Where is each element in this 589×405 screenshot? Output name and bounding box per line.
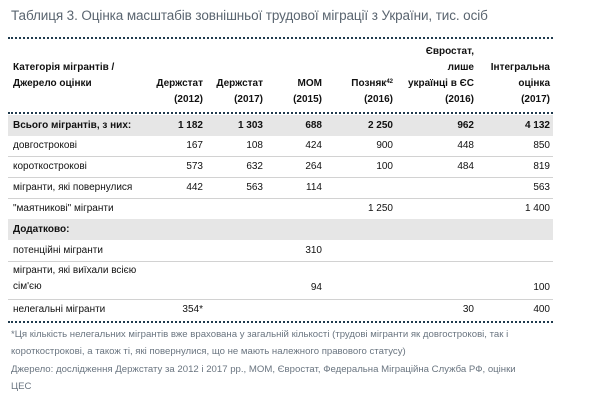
header-text: (2017) <box>234 94 263 105</box>
table-cell: 100 <box>376 160 393 172</box>
row-label <box>13 263 136 295</box>
header-text: (2016) <box>364 94 393 105</box>
row-label: Всього мігрантів, з них: <box>13 119 132 131</box>
header-col-line <box>472 60 550 76</box>
table-title: Таблиця 3. Оцінка масштабів зовнішньої трудової міграції з України, тис. осіб <box>11 8 488 23</box>
table-cell: 424 <box>305 140 322 151</box>
table-cell: 1 250 <box>367 202 393 214</box>
header-col-line <box>133 92 203 108</box>
table-cell: 94 <box>310 282 322 293</box>
table-cell: 1 400 <box>524 202 550 214</box>
table-cell: 573 <box>186 160 203 172</box>
header-col-line <box>392 44 474 60</box>
table-cell: 30 <box>462 304 474 315</box>
header-superscript: 42 <box>386 79 393 85</box>
header-col-line <box>392 92 474 108</box>
header-text: Позняк <box>351 78 387 89</box>
row-separator <box>8 156 553 157</box>
table-cell: 688 <box>305 119 322 131</box>
row-label-line: мігранти, які виїхали всією <box>13 265 137 276</box>
table-cell: 167 <box>186 140 203 151</box>
table-cell: 114 <box>306 181 322 193</box>
table-cell: 354* <box>182 304 203 315</box>
table-cell: 962 <box>457 119 474 131</box>
table-cell: 264 <box>305 160 322 172</box>
header-col-4 <box>392 44 474 108</box>
row-separator <box>8 261 553 262</box>
table-cell: 850 <box>533 140 550 151</box>
header-text: Держстат <box>216 78 263 89</box>
header-text: (2016) <box>445 94 474 105</box>
header-text: (2012) <box>174 94 203 105</box>
header-col-line <box>267 76 322 92</box>
table-cell: 2 250 <box>367 119 393 131</box>
header-col-line <box>472 92 550 108</box>
footnote-asterisk <box>11 326 508 360</box>
header-col-2 <box>267 76 322 108</box>
table-cell: 310 <box>305 244 322 256</box>
row-label: мігранти, які повернулися <box>13 181 133 193</box>
header-text: лише <box>447 62 474 73</box>
footnote-source <box>11 361 516 395</box>
row-label: потенційні мігранти <box>13 244 103 256</box>
header-col-line <box>472 76 550 92</box>
footnote-line: Джерело: дослідження Держстату за 2012 і 2017 рр., МОМ, Євростат, Федеральна Міграційна Служба РФ, оцінки <box>11 364 516 375</box>
row-label: "маятникові" мігранти <box>13 202 114 214</box>
header-text: українці в ЄС <box>407 78 474 89</box>
footnote-line: *Ця кількість нелегальних мігрантів вже врахована у загальній кількості (трудові мігранти як довгострокові, так і <box>11 329 509 340</box>
header-col-line <box>323 76 393 92</box>
table-cell: 632 <box>246 160 263 172</box>
row-separator <box>8 177 553 178</box>
row-label: Додатково: <box>13 223 70 235</box>
table-cell: 563 <box>246 181 263 193</box>
table-cell: 819 <box>533 160 550 172</box>
header-col-line <box>392 60 474 76</box>
header-col-line <box>392 76 474 92</box>
row-label: нелегальні мігранти <box>13 304 106 315</box>
table-cell: 100 <box>533 282 550 293</box>
header-category <box>13 60 153 92</box>
header-category-line: Джерело оцінки <box>13 78 92 89</box>
row-label-line: сім'єю <box>13 281 42 292</box>
header-col-line <box>267 92 322 108</box>
header-category-line: Категорія мігрантів / <box>13 62 115 73</box>
row-label: короткострокові <box>13 160 87 172</box>
header-col-3 <box>323 76 393 108</box>
footnote-line: ЦЕС <box>11 381 32 392</box>
header-col-line <box>323 92 393 108</box>
header-text: (2017) <box>521 94 550 105</box>
header-text: Євростат, <box>425 46 474 57</box>
row-separator <box>8 299 553 300</box>
table-cell: 1 182 <box>177 119 203 131</box>
header-text: оцінка <box>518 78 550 89</box>
row-separator <box>8 198 553 199</box>
header-text: Держстат <box>156 78 203 89</box>
row-band <box>8 219 553 240</box>
header-col-line <box>133 76 203 92</box>
table-cell: 448 <box>457 140 474 151</box>
header-dotted-rule <box>8 112 553 114</box>
header-text: (2015) <box>293 94 322 105</box>
header-text: МОМ <box>297 78 322 89</box>
footnote-line: короткострокові, а також ті, які повернулися, що не мають належного правового статусу) <box>11 346 406 357</box>
header-col-line <box>198 92 263 108</box>
table-cell: 484 <box>457 160 474 172</box>
table-cell: 563 <box>533 181 550 193</box>
table-cell: 442 <box>186 181 203 193</box>
header-text: Інтегральна <box>490 62 550 73</box>
header-col-1 <box>198 76 263 108</box>
table-cell: 400 <box>533 304 550 315</box>
top-dotted-rule <box>8 37 553 39</box>
header-col-5 <box>472 60 550 108</box>
row-label: довгострокові <box>13 140 77 151</box>
bottom-dotted-rule <box>8 321 553 323</box>
header-col-0 <box>133 76 203 108</box>
table-cell: 108 <box>246 140 263 151</box>
table-cell: 900 <box>376 140 393 151</box>
table-cell: 1 303 <box>237 119 263 131</box>
table-cell: 4 132 <box>524 119 550 131</box>
header-col-line <box>198 76 263 92</box>
